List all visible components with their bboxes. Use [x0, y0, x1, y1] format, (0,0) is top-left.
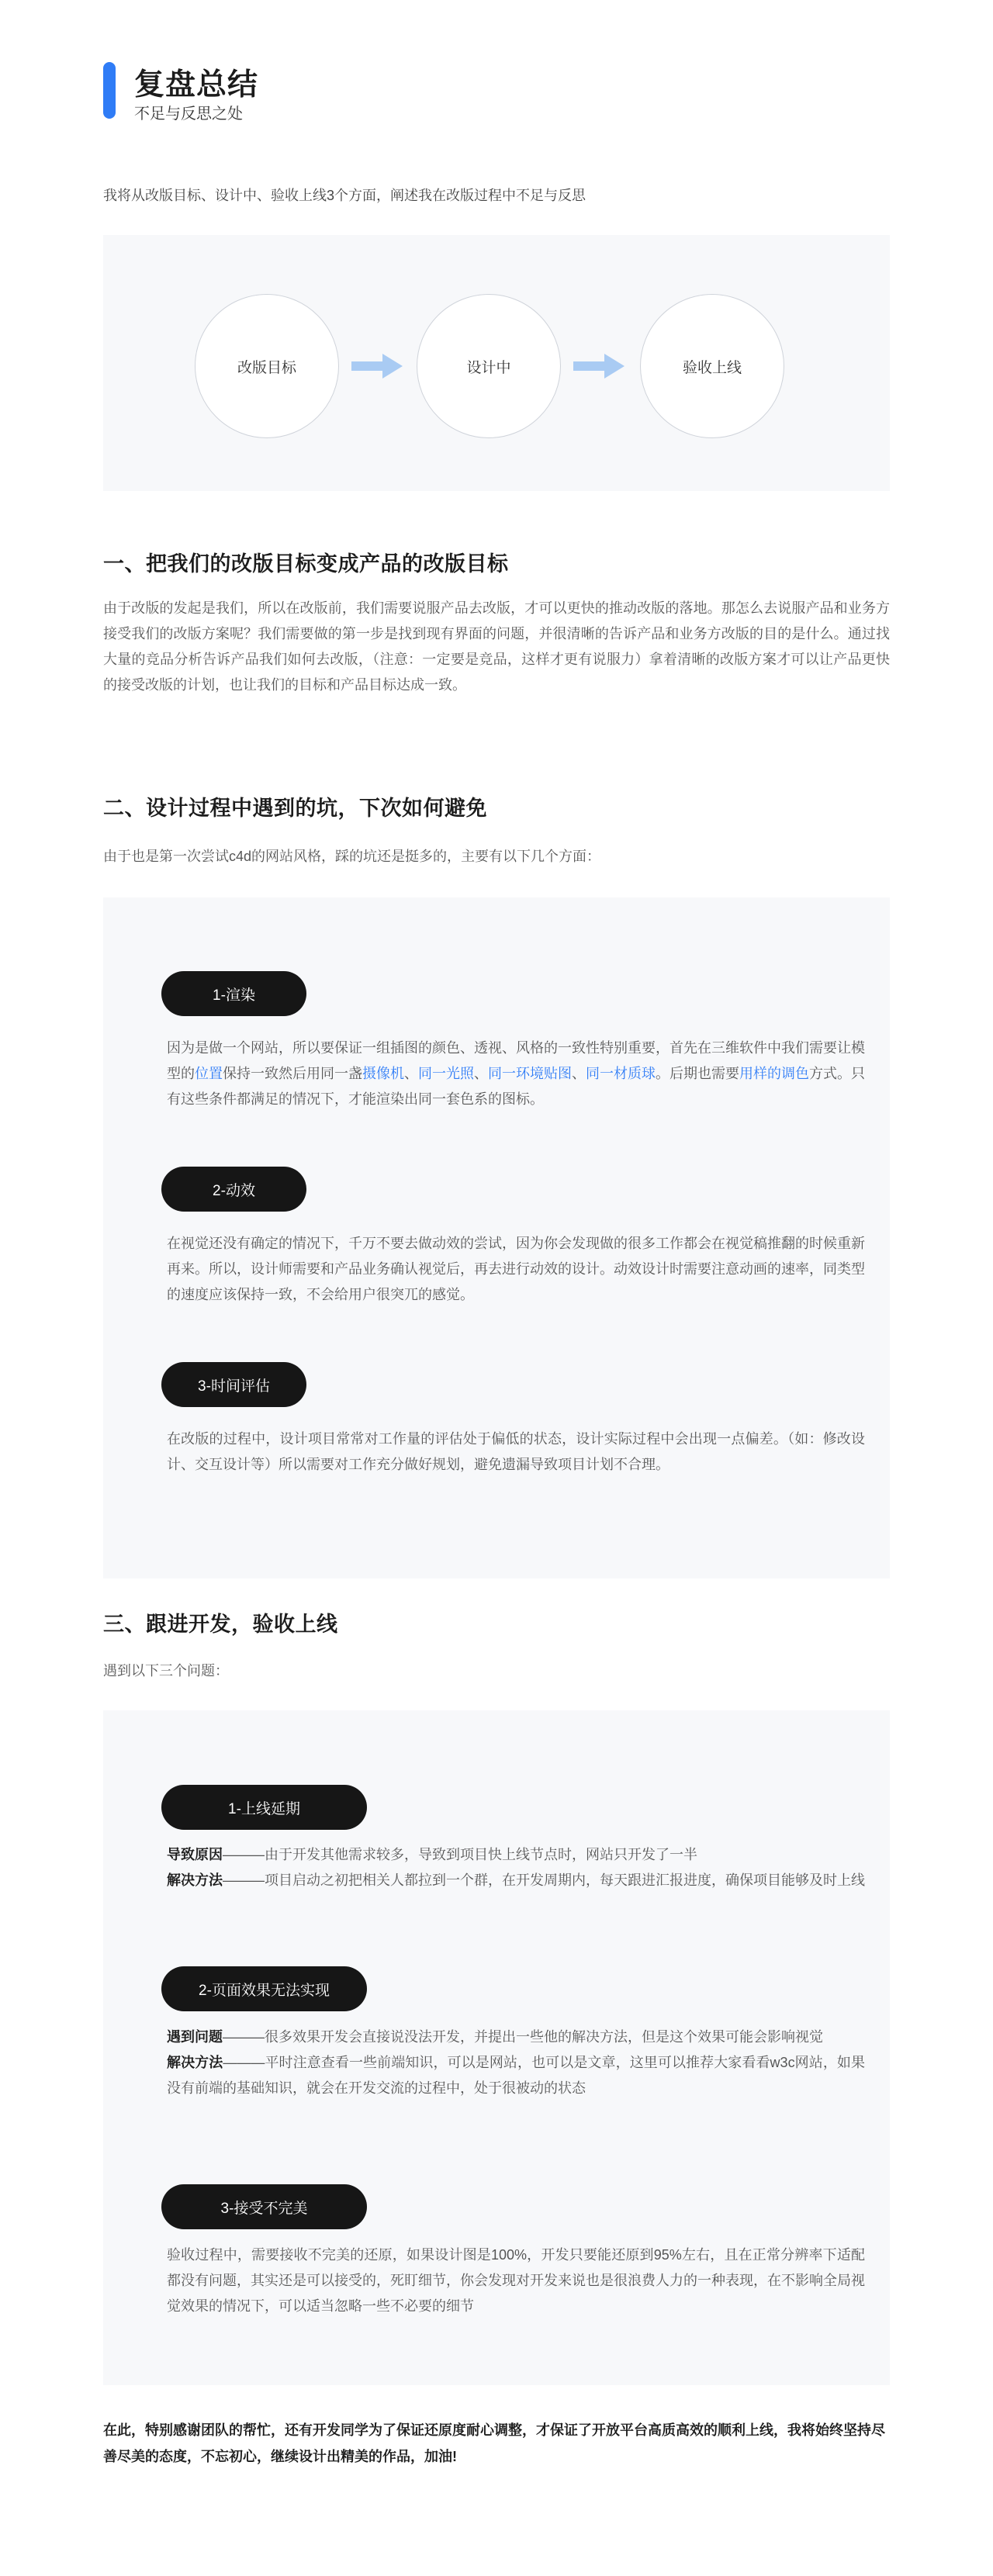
problem-line [167, 2024, 865, 2050]
section3-panel [103, 1710, 890, 2385]
solution-label: 解决方法 [167, 2055, 223, 2070]
arrow-right-icon [573, 352, 625, 380]
text-run: 、 [474, 1066, 488, 1081]
text-run: 、 [572, 1066, 586, 1081]
flow-step-label: 改版目标 [237, 359, 296, 376]
section2-lead: 由于也是第一次尝试c4d的网站风格，踩的坑还是挺多的，主要有以下几个方面： [103, 849, 601, 864]
item-pill: 3-接受不完美 [161, 2184, 367, 2229]
item-pill: 1-渲染 [161, 971, 306, 1016]
highlight-grading: 用样的调色 [739, 1066, 809, 1081]
item-text-rendering [167, 1036, 865, 1112]
section3-lead: 遇到以下三个问题： [103, 1663, 229, 1679]
item-text-effect [167, 2024, 865, 2101]
highlight-light: 同一光照 [418, 1066, 474, 1081]
highlight-material: 同一材质球 [586, 1066, 656, 1081]
intro-text: 我将从改版目标、设计中、验收上线3个方面，阐述我在改版过程中不足与反思 [103, 188, 586, 203]
problem-label: 遇到问题 [167, 2029, 223, 2045]
highlight-env-map: 同一环境贴图 [488, 1066, 572, 1081]
section3-heading: 三、跟进开发，验收上线 [103, 1613, 338, 1636]
item-text-delay [167, 1842, 865, 1893]
item-text-estimation: 在改版的过程中，设计项目常常对工作量的评估处于偏低的状态，设计实际过程中会出现一点偏差。（如：修改设计、交互设计等）所以需要对工作充分做好规划，避免遗漏导致项目计划不合理。 [167, 1431, 865, 1472]
flow-step-label: 验收上线 [682, 359, 742, 376]
item-pill: 3-时间评估 [161, 1362, 306, 1407]
highlight-position: 位置 [195, 1066, 223, 1081]
reason-text: ———由于开发其他需求较多，导致到项目快上线节点时，网站只开发了一半 [223, 1847, 697, 1862]
solution-text: ———平时注意查看一些前端知识，可以是网站，也可以是文章，这里可以推荐大家看看w3c网站，如果没有前端的基础知识，就会在开发交流的过程中，处于很被动的状态 [167, 2055, 866, 2096]
item-pill: 2-动效 [161, 1167, 306, 1212]
solution-line [167, 2050, 865, 2101]
item-text-imperfection: 验收过程中，需要接收不完美的还原，如果设计图是100%，开发只要能还原到95%左右，且在正常分辨率下适配都没有问题，其实还是可以接受的，死盯细节，你会发现对开发来说也是很浪费人力的一种表现，在不影响全局视觉效果的情况下，可以适当忽略一些不必要的细节 [167, 2247, 865, 2314]
item-pill: 2-页面效果无法实现 [161, 1966, 367, 2011]
highlight-camera: 摄像机 [362, 1066, 404, 1081]
reason-line [167, 1842, 865, 1868]
arrow-right-icon [351, 352, 403, 380]
page-subtitle: 不足与反思之处 [134, 105, 243, 123]
reason-label: 导致原因 [167, 1847, 223, 1862]
flow-step-goal [195, 294, 339, 438]
section1-body: 由于改版的发起是我们，所以在改版前，我们需要说服产品去改版，才可以更快的推动改版的落地。那怎么去说服产品和业务方接受我们的改版方案呢？我们需要做的第一步是找到现有界面的问题，并很清晰的告诉产品和业务方改版的目的是什么。通过找大量的竞品分析告诉产品我们如何去改版，（注意：一定要是竞品，这样才更有说服力）拿着清晰的改版方案才可以让产品更快的接受改版的计划，也让我们的目标和产品目标达成一致。 [103, 600, 890, 693]
text-run: 保持一致然后用同一盏 [223, 1066, 362, 1081]
text-run: 因为是做一个网站，所以要保证一组插图的颜色、透视、风格的一致性特别重要，首先在三维软件中我们需要让模型的 [167, 1040, 865, 1081]
item-text-animation: 在视觉还没有确定的情况下，千万不要去做动效的尝试，因为你会发现做的很多工作都会在视觉稿推翻的时候重新再来。所以，设计师需要和产品业务确认视觉后，再去进行动效的设计。动效设计时需要注意动画的速率，同类型的速度应该保持一致，不会给用户很突兀的感觉。 [167, 1236, 865, 1302]
problem-text: ———很多效果开发会直接说没法开发，并提出一些他的解决方法，但是这个效果可能会影响视觉 [223, 2029, 823, 2045]
solution-line [167, 1868, 865, 1893]
section1-heading: 一、把我们的改版目标变成产品的改版目标 [103, 552, 509, 576]
page-title: 复盘总结 [134, 68, 259, 102]
text-run: 。后期也需要 [656, 1066, 739, 1081]
flow-step-design [417, 294, 561, 438]
flow-step-label: 设计中 [466, 359, 511, 376]
flow-step-launch [640, 294, 784, 438]
section2-heading: 二、设计过程中遇到的坑，下次如何避免 [103, 797, 487, 820]
text-run: 、 [404, 1066, 418, 1081]
solution-text: ———项目启动之初把相关人都拉到一个群，在开发周期内，每天跟进汇报进度，确保项目能够及时上线 [223, 1872, 865, 1888]
section2-panel [103, 897, 890, 1578]
closing-text: 在此，特别感谢团队的帮忙，还有开发同学为了保证还原度耐心调整，才保证了开放平台高质高效的顺利上线，我将始终坚持尽善尽美的态度，不忘初心，继续设计出精美的作品，加油! [103, 2422, 885, 2464]
solution-label: 解决方法 [167, 1872, 223, 1888]
header-accent-bar [103, 62, 116, 119]
text-run: 方式。只有这些条件都满足的情况下，才能渲染出同一套色系的图标。 [167, 1066, 865, 1107]
flow-panel [103, 235, 890, 491]
item-pill: 1-上线延期 [161, 1785, 367, 1830]
